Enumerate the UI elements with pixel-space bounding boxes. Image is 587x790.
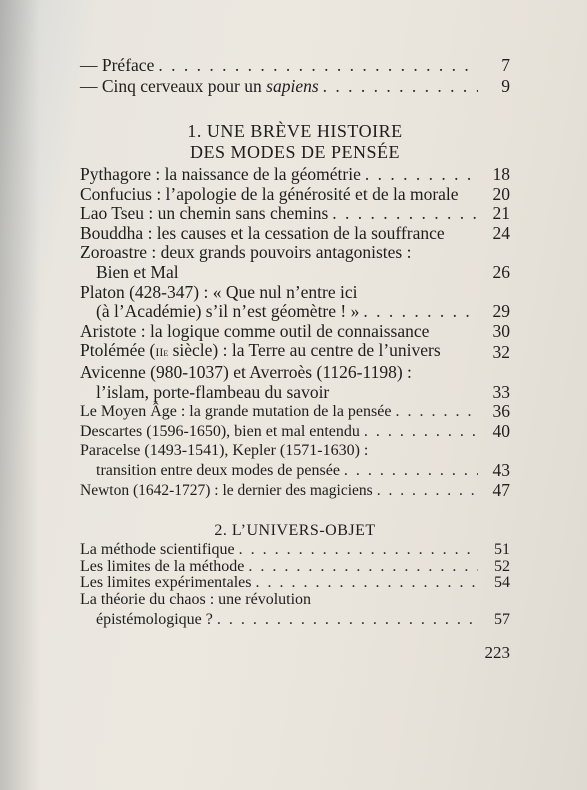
- toc-entry[interactable]: [80, 542, 510, 559]
- entry-title: Newton (1642-1727) : le dernier des magiciens: [80, 481, 373, 499]
- entry-page: 9: [501, 76, 510, 96]
- toc-entry[interactable]: [80, 441, 510, 480]
- binding-shadow: [0, 0, 40, 790]
- entry-title: Platon (428-347) : « Que nul n’entre ici: [80, 281, 358, 302]
- entry-page: 47: [492, 479, 510, 500]
- entry-title: Cinq cerveaux pour un: [101, 76, 267, 96]
- toc-entry-preface[interactable]: [80, 55, 510, 76]
- entry-title: La théorie du chaos : une révolution: [80, 590, 312, 608]
- toc-entry[interactable]: [80, 422, 510, 442]
- leader-dots: [377, 481, 478, 501]
- entry-page: 57: [494, 611, 510, 629]
- entry-title-continued: Bien et Mal: [96, 261, 179, 282]
- toc-entry[interactable]: [80, 575, 510, 592]
- entry-page: 26: [492, 261, 510, 282]
- leader-dots: [256, 575, 479, 592]
- toc-entry[interactable]: [80, 204, 510, 224]
- section-title-line: 1. UNE BRÈVE HISTOIRE: [187, 121, 403, 141]
- leader-dots: [364, 422, 478, 442]
- entry-page: 29: [492, 301, 510, 322]
- entry-title-continued: transition entre deux modes de pensée: [96, 461, 340, 479]
- toc-entry[interactable]: [80, 592, 510, 629]
- entry-page: 24: [492, 222, 510, 243]
- entry-page: 40: [492, 420, 510, 441]
- entry-title: Lao Tseu : un chemin sans chemins: [80, 203, 329, 224]
- entry-title: Descartes (1596-1650), bien et mal entendu: [80, 422, 360, 440]
- entry-title: Ptolémée (IIe siècle) : la Terre au centre de l’univers: [80, 340, 441, 361]
- toc-entry[interactable]: [80, 402, 510, 422]
- leader-dots: [239, 542, 478, 559]
- entry-title-continued: (à l’Académie) s’il n’est géomètre ! »: [96, 301, 360, 322]
- leader-dots: [344, 461, 478, 481]
- leader-dots: [217, 612, 478, 629]
- entry-title: Les limites de la méthode: [80, 557, 245, 575]
- folio: 223: [484, 642, 510, 662]
- entry-title: Bouddha : les causes et la cessation de la souffrance: [80, 222, 445, 243]
- toc-entry[interactable]: [80, 322, 510, 342]
- section-1: [80, 121, 510, 500]
- toc-entry[interactable]: [80, 481, 510, 501]
- entry-title: Les limites expérimentales: [80, 574, 252, 592]
- leader-dots: [248, 559, 478, 576]
- section-2: [80, 522, 510, 629]
- entry-page: 7: [501, 55, 510, 75]
- entry-page: 43: [492, 459, 510, 480]
- toc-entry[interactable]: [80, 363, 510, 402]
- entry-title-continued: épistémologique ?: [96, 611, 213, 629]
- leader-dots: [363, 302, 478, 322]
- toc-entry[interactable]: [80, 243, 510, 282]
- toc-entry[interactable]: [80, 224, 510, 244]
- entry-title: Paracelse (1493-1541), Kepler (1571-1630) :: [80, 442, 369, 460]
- leader-dots: [395, 402, 478, 422]
- toc-entry[interactable]: [80, 341, 510, 363]
- entry-title: La méthode scientifique: [80, 541, 235, 559]
- entry-dash: —: [80, 76, 98, 96]
- entry-title: Avicenne (980-1037) et Averroès (1126-1198) :: [80, 361, 412, 382]
- toc-entry-cinq-cerveaux[interactable]: [80, 76, 510, 97]
- toc-entry[interactable]: [80, 559, 510, 576]
- entry-title: Préface: [101, 55, 155, 75]
- leader-dots: [158, 55, 478, 76]
- leader-dots: [365, 165, 478, 185]
- entry-page: 33: [492, 381, 510, 402]
- entry-page: 51: [494, 541, 510, 559]
- toc-entry[interactable]: [80, 165, 510, 185]
- entry-page: 32: [492, 342, 510, 363]
- section-2-title: 2. L’UNIVERS-OBJET: [214, 522, 376, 540]
- entry-title-italic: sapiens: [266, 76, 319, 96]
- leader-dots: [332, 204, 478, 224]
- entry-dash: —: [80, 55, 98, 75]
- toc-entry[interactable]: [80, 283, 510, 322]
- entry-page: 52: [494, 557, 510, 575]
- entry-page: 20: [492, 183, 510, 204]
- entry-page: 54: [494, 574, 510, 592]
- entry-title: Pythagore : la naissance de la géométrie: [80, 164, 361, 184]
- entry-title: Zoroastre : deux grands pouvoirs antagonistes :: [80, 242, 412, 263]
- entry-page: 30: [492, 320, 510, 341]
- toc-entry[interactable]: [80, 185, 510, 205]
- front-matter: [80, 55, 510, 97]
- entry-title: Le Moyen Âge : la grande mutation de la pensée: [80, 403, 392, 421]
- entry-title: Confucius : l’apologie de la générosité et de la morale: [80, 183, 459, 204]
- entry-title-continued: l’islam, porte-flambeau du savoir: [96, 381, 330, 402]
- entry-title: Aristote : la logique comme outil de connaissance: [80, 320, 430, 341]
- entry-page: 36: [492, 401, 510, 422]
- table-of-contents: [80, 55, 510, 663]
- section-title-line: DES MODES DE PENSÉE: [189, 142, 400, 162]
- section-2-entries: [80, 542, 510, 629]
- entry-page: 18: [492, 164, 510, 184]
- section-1-title: [80, 121, 510, 163]
- section-1-entries: [80, 165, 510, 500]
- leader-dots: [323, 76, 478, 97]
- entry-page: 21: [492, 203, 510, 224]
